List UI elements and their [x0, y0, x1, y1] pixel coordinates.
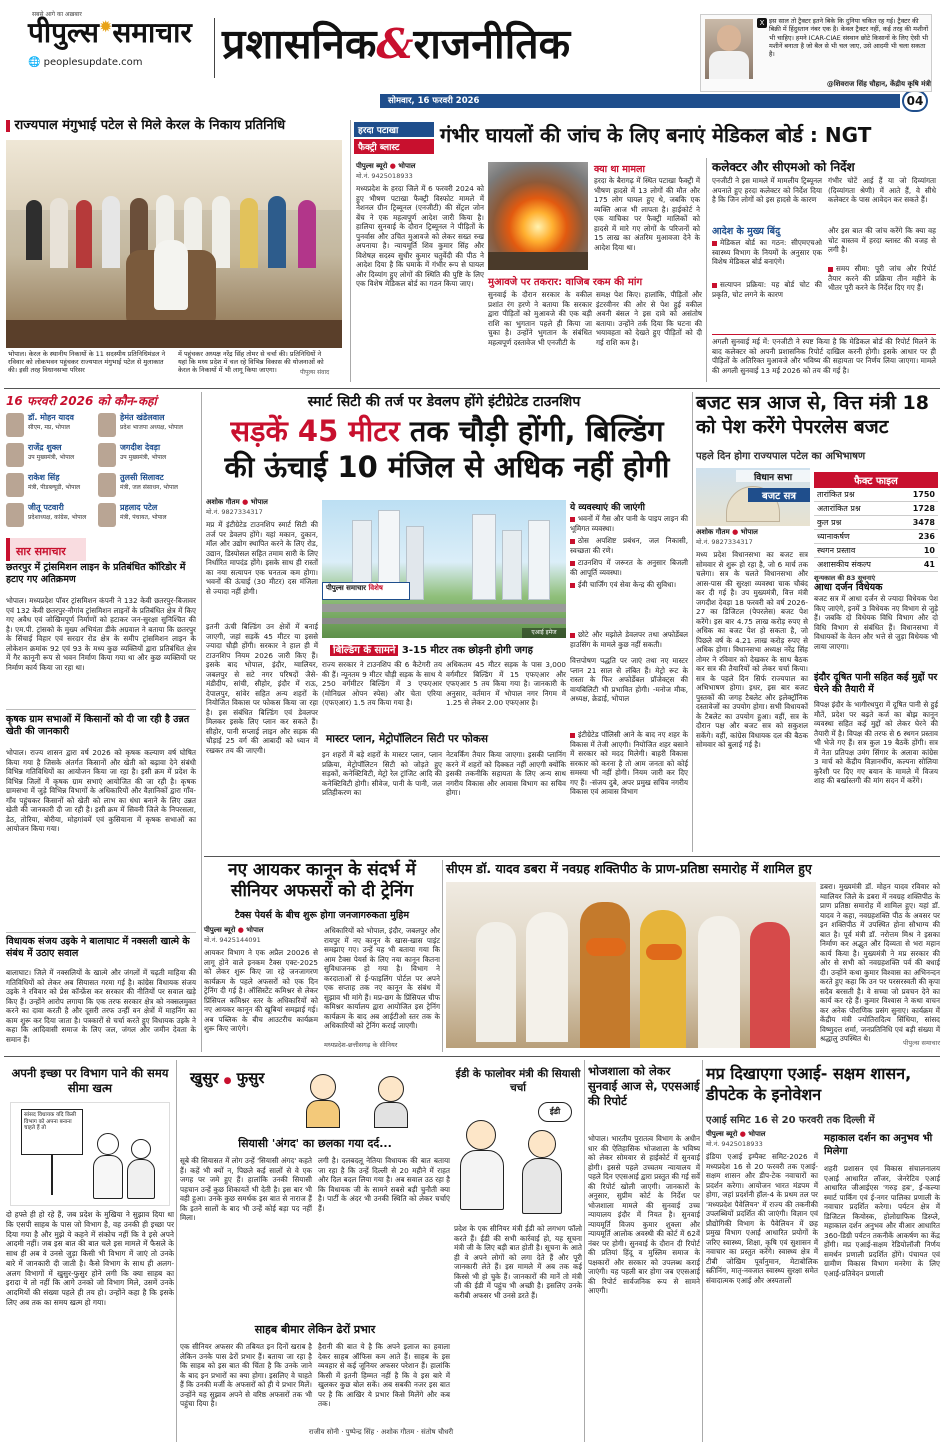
- quote-text: इस साल तो ट्रैक्टर इतने बिके कि दुनिया चकित रह गई। ट्रैक्टर की बिक्री में हिंदुस्तान नंबर एक है। केवल ट्रैक्टर नहीं, कई तरह की मशीनों भी चाहिए। हमने ICAR-CIAE संस्थान छोटे किसानों के लिए ऐसी भी मशीनें बनाता है जो बैल से भी चल जाए, उसे आदमी भी चला सकता है।: [769, 17, 929, 59]
- khusur-cartoon: [300, 1064, 420, 1130]
- smart-body-2: इतनी ऊंची बिल्डिंग उन क्षेत्रों में बनाई जाएगी, जहां सड़कें 45 मीटर या इससे ज्यादा चौड़ी होंगी। सरकार ने हाल ही में टाउनशिप नियम 2026 जारी किए हैं। इसके बाद भोपाल, इंदौर, ग्वालियर, जबलपुर से सटे नगर परिषदों जैसे- मंडीदीप, सांची, सीहोर, इंदौर में राऊ, देपालपुर, सांवेर सहित अन्य शहरों के नियोजित विकास पर फोकस किया जा रहा है। इस संबंधित बिल्डिंग एवं डेवलपर मिलकर इसके लिए प्लान कर सकते हैं। सीहोर, पानी सप्लाई लाइन और सड़क की चौड़ाई 25 वर्ग की आबादी को ध्यान में रखकर तय की जाएगी।: [206, 622, 318, 755]
- kya-tha-body: हरदा के बैरागढ़ में स्थित पटाखा फैक्ट्री में भीषण हादसे में 13 लोगों की मौत और 175 लोग घायल हुए थे, जबकि एक व्यक्ति आज भी लापता है। हाईकोर्ट ने एक याचिका पर फैक्ट्री मालिकों को हादसे में मारे गए लोगों के परिजनों को 15 लाख का अंतरिम मुआवजा देने के आदेश दिया था।: [594, 176, 700, 252]
- kaun-kahan-title: 16 फरवरी 2026 को कौन-कहां: [6, 394, 157, 408]
- avatar: [98, 443, 116, 467]
- khusur-body-1: सूबे की सियासत में लोग उन्हें 'सियासी अंगद' कहते हैं। कहें भी क्यों न, पिछले कई सालों से वे एक जगह पर जमे हुए हैं। हालांकि उनकी सियासी पहचान उन्हें कुछ शिकायतें भी देती है। इस बार भी वही हुआ। उनके कुछ समर्थक इस बात से नाराज हैं कि इतने सालों के बाद भी उन्हें कोई बड़ा पद नहीं मिला।: [180, 1156, 312, 1222]
- ngt-body-1: मध्यप्रदेश के हरदा जिले में 6 फरवरी 2024 को हुए भीषण पटाखा फैक्ट्री विस्फोट मामले में नेशनल ग्रीन ट्रिब्यूनल (एनजीटी) की सेंट्रल जोन बेंच ने एक महत्वपूर्ण आदेश जारी किया है। हालिया सुनवाई के दौरान ट्रिब्यूनल ने पीड़ितों के पुनर्वास और उचित मुआवजे को लेकर सख्त रुख अपनाया है। न्यायमूर्ति शिव कुमार सिंह और विशेषज्ञ सदस्य सुधीर कुमार चतुर्वेदी की पीठ ने आदेश दिया है कि घमाके में गंभीर रूप से घायल और दिव्यांग हुए लोगों की स्थिति की पुष्टि के लिए एक विशेष मेडिकल बोर्ड का गठन किया जाए।: [356, 184, 484, 288]
- globe-icon: 🌐: [28, 56, 41, 68]
- saar-title: सार समाचार: [6, 538, 86, 561]
- saar-h2: कृषक ग्राम सभाओं में किसानों को दी जा रही है उन्नत खेती की जानकारी: [6, 714, 190, 737]
- ai-story: [706, 1060, 940, 1442]
- collector-body-3: और इस बात की जांच करेंगे कि क्या वह चोट वास्तव में हरदा ब्लास्ट की वजह से लगी है।: [828, 226, 936, 254]
- brand-tagline: सबसे आगे का अख़बार: [32, 11, 82, 18]
- kaun-kahan-grid: [6, 412, 186, 530]
- person-card: जीतू पटवारी प्रदेशाध्यक्ष, कांग्रेस, भोपाल: [6, 502, 94, 530]
- aadesh-point-1: मेडिकल बोर्ड का गठन: सीएमएचओ स्वास्थ्य विभाग के नियमों के अनुसार एक विशेष मेडिकल बोर्ड बनाएंगे।: [712, 238, 822, 266]
- bhojshala-body: भोपाल। भारतीय पुरातत्व विभाग के अधीन धार की ऐतिहासिक भोजशाला के भविष्य को लेकर सोमवार से हाईकोर्ट में सुनवाई होगी। इससे पहले उच्चतम न्यायालय में पहले दिन एएसआई द्वारा प्रस्तुत की गई सर्वे की रिपोर्ट खोली जाएगी। जानकारों के अनुसार, सुप्रीम कोर्ट के निर्देश पर भोजशाला मामले की सुनवाई उच्च न्यायालय इंदौर में नियत है। सुनवाई न्यायमूर्ति विजय कुमार शुक्ला और न्यायमूर्ति आलोक अवस्थी की कोर्ट में 62वें नंबर पर होगी। सुनवाई के दौरान दी रिपोर्ट की प्रतियां हिंदू व मुस्लिम समाज के पक्षकारों और सरकार को उपलब्ध कराई जाएंगी। यह पहली बार होगा जब एएसआई की रिपोर्ट सार्वजनिक रूप से सामने आएगी।: [588, 1134, 700, 1295]
- township-label: पीपुल्स समाचार विशेष: [322, 582, 410, 600]
- avatar: [6, 503, 24, 527]
- ngt-story: [354, 118, 938, 386]
- table-row: अतारांकित प्रश्न 1728: [814, 502, 938, 516]
- vidhansabha-label: विधान सभा: [736, 470, 810, 482]
- aaykar-byline: पीपुल्स ब्यूरो ● भोपाल मो.नं. 9425144091: [204, 926, 264, 944]
- table-row: ध्यानाकर्षण 236: [814, 530, 938, 544]
- budget-subhead: पहले दिन होगा राज्यपाल पटेल का अभिभाषण: [696, 451, 866, 462]
- quote-author: @शिवराज सिंह चौहान, केंद्रीय कृषि मंत्री: [826, 80, 931, 88]
- muavze-body-2: समक्ष पेश किए। हालांकि, पीड़ितों और इंटरवीनर की ओर से पेश हुई वकील अवनी बंसल ने इस दावे को असंतोष बताया। उन्होंने तर्क दिया कि घटना की भयावहता को देखते हुए पीड़ितों को दी गई राशि कम है।: [596, 290, 702, 347]
- ngt-phone: मो.नं. 9425018933: [356, 172, 413, 180]
- smart-headline-1: सड़कें 45 मीटर तक चौड़ी होंगी, बिल्डिंग: [230, 414, 664, 448]
- saar-h3-box: [6, 932, 198, 1052]
- table-row: अशासकीय संकल्प 41: [814, 558, 938, 572]
- page-number: 04: [902, 90, 928, 112]
- avatar: [98, 503, 116, 527]
- avatar: [98, 413, 116, 437]
- section-title: [222, 20, 692, 80]
- vidhansabha-image: [696, 468, 810, 526]
- list-item: टाउनशिप में जरूरत के अनुसार बिजली की आपूर्ति व्यवस्था।: [570, 558, 688, 577]
- table-row: तारांकित प्रश्न 1750: [814, 488, 938, 502]
- smart-city-story: [204, 392, 690, 852]
- cm-photo: [446, 882, 816, 1048]
- indore-body: विपक्ष इंदौर के भागीरथपुरा में दूषित पानी से हुई मौतें, प्रदेश पर बढ़ते कर्ज का बोझ कानून व्यवस्था सहित कई मुद्दों को लेकर घेरने की तैयारी में है। विपक्ष की तरफ से 6 स्थगन प्रस्ताव भी भेजे गए हैं। सत्र कुल 19 बैठकें होंगी। सत्र में नेता प्रतिपक्ष उमंग सिंगार के अलावा कांग्रेस 3 मार्च को केंद्रीय विज्ञानर्थीय, कल्पना सोलिया कुरैशी पर दिए गए बयान के मामले में विजय शाह की बर्खास्तगी की मांग सदन में करेंगे।: [814, 700, 938, 785]
- ed-cartoon: [458, 1100, 578, 1220]
- ngt-byline: पीपुल्स ब्यूरो ● भोपाल मो.नं. 9425018933: [356, 162, 486, 184]
- cartoon-headline: अपनी इच्छा पर विभाग पाने की समय सीमा खत्म: [11, 1066, 169, 1095]
- ed-bubble: ईडी: [538, 1102, 572, 1122]
- aaykar-body-1: आयकर विभाग ने एक अप्रैल 20026 से लागू होने वाले इनकम टैक्स एक्ट-2025 को लेकर शुरू किए जा रहे जनजागरण कार्यक्रम के पहले अफसरों को एक दिन ट्रेनिंग दी गई है। ऑसिस्टेंट कमिश्नर से लेकर प्रिंसिपल कमिश्नर स्तर के अधिकारियों को नए आयकर कानून की खूबियां समझाई गई। अब पब्लिक के बीच आउटरीच कार्यक्रम शुरू किए जाएंगे।: [204, 948, 318, 1033]
- collector-body-1: एनजीटी ने इस मामले में मामलीय ट्रिब्यूनल अपनाते हुए हरदा कलेक्टर को निर्देश दिया है कि जिन लोगों को इस हादसे के कारण: [712, 176, 822, 204]
- budget-satra-label: बजट सत्र: [748, 488, 810, 502]
- table-row: कुल प्रश्न 3478: [814, 516, 938, 530]
- ai-body: इंडिया एआई इम्पैक्ट समिट-2026 में मध्यप्रदेश 16 से 20 फरवरी तक एआई-सक्षम शासन और डीप-टेक नवाचारों का प्रदर्शन करेगा। आयोजन भारत मंडपम में होगा, जहां प्रदर्शनी हॉल-4 के प्रथम तल पर 'मध्यप्रदेश पैवेलियन' में राज्य की तकनीकी उपलब्धियों प्रदर्शित की जाएंगी। विज्ञान एवं प्रौद्योगिकी विभाग के पैवेलियन में छह प्रमुख विभाग एआई आधारित प्रयोगों के जरिए स्वास्थ्य, शिक्षा, कृषि एवं सुशासन में नवाचार का प्रस्तुत करेंगे। स्वास्थ्य क्षेत्र में टीबी जोखिम पूर्वानुमान, मेटाबोलिक स्क्रीनिंग, मातृ-नवजात स्वास्थ्य सुरक्षा समेत संवादात्मक एआई और अस्पतालों: [706, 1152, 818, 1285]
- khusur-fusur: [180, 1060, 582, 1442]
- khusur-dot-icon: ●: [223, 1076, 232, 1086]
- smart-right-3: इंटीग्रेटेड पॉलिसी आने के बाद नए शहर के विकास में तेजी आएगी। नियोजित शहर बसाने में सरकार को मदद मिलेगी। बाहरी विकास सरकार को करना है तो आम जनता को कोई समस्या भी नहीं होगी। नियम जारी कर दिए गए हैं। -संजय दुबे, अपर प्रमुख सचिव नगरीय विकास एवं आवास विभाग: [570, 730, 688, 796]
- avatar: [6, 443, 24, 467]
- kya-tha-sub: क्या था मामला: [594, 164, 645, 175]
- cartoon-body: दो हफ्ते ही हो रहे हैं, जब प्रदेश के मुखिया ने सुझाव दिया था कि एसपी साहब के पास जो विभाग है, वह उनकी ही इच्छा पर दिया गया है और मुझे ये कहने में संकोच नहीं कि वे इसे अपने आदमी नहीं। जब इस बात की बात चले इस मामले में फैसले के साथ ही अब वे उनसे जुड़ा किसी भी विभाग में जाएं तो उनके बारे में जानकारी दी जाती है। कैसे विभाग के साथ ही अलग-अलग विभागों में खुसुर-फुसुर होने लगी कि क्या साहब का इरादा ये तो नहीं कि आगे उनको जो विभाग मिले, उसमें उनके आदमियों की संख्या पहले ही तय हो। उन्होंने कहा है कि इसके लिए अब तक का समय खत्म हो गया।: [6, 1210, 174, 1307]
- khusur-credits: राजीव सोनी · पुष्पेन्द्र सिंह · अशोक गौतम · संतोष चौधरी: [308, 1428, 454, 1436]
- kerala-photo: [6, 140, 342, 348]
- smart-right-2: वित्तपोषण पद्धति पर जाएं तथा नए मास्टर प्लान 21 साल से लंबित हैं। मेट्रो रूट के रास्ता के फिर अफोर्डेबल प्रॉजेक्ट्स की वायबिलिटी भी प्रभावित होगी। -मनोज मीक, अध्यक्ष, क्रेडाई, भोपाल: [570, 656, 688, 703]
- smart-body-3: राज्य सरकार ने टाउनशिप की 6 कैटेगरी तय की हैं। न्यूनतम 9 मीटर चौड़ी सड़क के साथ ये 250 वर्गमीटर बिल्डिंग में 3 एफएआर (मोनिग्रल ओपन स्पेस) और चेता एरिया (एफएआर) 1.5 तय किया गया है।: [322, 660, 442, 707]
- mahakal-sub: महाकाल दर्शन का अनुभव भी मिलेगा: [824, 1133, 933, 1157]
- township-banner: बिल्डिंग के सामने 3-15 मीटर तक छोड़नी होगी जगह: [330, 642, 566, 656]
- smart-byline: अशोक गौतम ● भोपाल मो.नं. 9827334317: [206, 498, 268, 516]
- saheb-sub: साहब बीमार लेकिन ढेरों प्रभार: [254, 1323, 376, 1336]
- saar-b1: भोपाल। मध्यप्रदेश पॉवर ट्रांसमिशन कंपनी ने 132 केवी छतरपुर-बिजावर एवं 132 केवी छतरपुर-नौगांव ट्रांसमिशन लाइनों के प्रतिबंधित क्षेत्र में किए गए अवैध एवं जोखिमपूर्ण निर्माणों को हटाकर जन-सुरक्षा सुनिश्चित की है। एम.पी. ट्रांसको के मुख्य अभियंता डीके अग्रवाल ने बताया कि छतरपुर के सिंचाई विहार एवं सरदार रोड क्षेत्र के समीप ट्रांसमिशन लाइन के लोकेशन क्रमांक 92 एवं 93 के मध्य कुछ व्यक्तियों द्वारा प्रतिबंधित क्षेत्र में गैर कानूनी रूप से भवन निर्माण किया गया था और कुछ व्यक्तियों पर निर्माण कार्य किया जा रहा था।: [6, 596, 196, 672]
- cm-body: डबरा। मुख्यमंत्री डॉ. मोहन यादव रविवार को ग्वालियर जिले के डबरा में नवग्रह शक्तिपीठ के प्राण प्रतिष्ठा समारोह में शामिल हुए। यहां डॉ. यादव ने कहा, नवग्रहशक्ति पीठ के अवसर पर इन शक्तिपीठ में उपस्थित होना सौभाग्य की बात है। पूर्व मंत्री डॉ. नरोत्तम मिश्र ने इसका निर्माण कर अद्भुत और दिव्यता से भरा महान कार्य किया है। मुख्यमंत्री ने मप्र सरकार की ओर से सभी को नवग्रहशक्ति पर्व की बधाई दी। उन्होंने कथा कुमार विश्वास का अभिनन्दन करते हुए कहा कि उन पर परसरस्वती की कृपा सदैव बरसती है। वे सच्चा जो प्रवचन देने का कार्य कर रहे हैं। कुमार विश्वास ने कथा वाचन कर अनेक पौराणिक प्रसंग सुनाए। कार्यक्रम में केंद्रीय मंत्री ज्योतिरादित्य सिंधिया, सांसद विष्णुदत्त शर्मा, जनप्रतिनिधि एवं बड़ी संख्या में श्रद्धालु उपस्थित थे।: [820, 882, 940, 1043]
- khusur-lead: सियासी 'अंगद' का छलका गया दर्द...: [238, 1137, 392, 1150]
- budget-story: [696, 392, 940, 852]
- person-card: डॉ. मोहन यादव सीएम, मप्र, भोपाल: [6, 412, 94, 440]
- date-text: सोमवार, 16 फरवरी 2026: [388, 96, 480, 106]
- kerala-story: [6, 118, 348, 380]
- smart-right-1: छोटे और मझोले डेवलपर तथा अफोर्डेबल हाउसिंग के मामले कुछ नहीं सकती।: [570, 630, 688, 649]
- khusur-body-4: हैरानी की बात ये है कि अपने इलाज का हवाला देकर साहब ऑफिस कम आते हैं। साहब के इस व्यवहार से कई जूनियर अफसर परेशान हैं। हालांकि किसी में इतनी हिम्मत नहीं है कि वे इस बारे में खुलकर कुछ बोल सकें। अब सबकी नजर इस बात पर है कि आखिर ये प्रभार किसे मिलेंगे और कब तक।: [318, 1342, 450, 1408]
- blast-photo: [488, 162, 588, 270]
- aadha-sub: आधा दर्जन विधेयक: [814, 582, 883, 593]
- ngt-kicker: [354, 122, 434, 156]
- fact-table: [814, 488, 938, 572]
- section-title-1: प्रशासनिक: [222, 20, 377, 68]
- ai-byline: पीपुल्स ब्यूरो ● भोपाल मो.नं. 9425018933: [706, 1130, 766, 1148]
- person-card: हेमंत खंडेलवाल प्रदेश भाजपा अध्यक्ष, भोपाल: [98, 412, 186, 440]
- avatar: [6, 473, 24, 497]
- fact-file-title: फैक्ट फाइल: [814, 472, 938, 488]
- saar-b3: बालाघाट। जिले में नक्सलियों के खात्मे और जंगलों में चढ़ती माहिया की गतिविधियों को लेकर अब सियासत गरमा गई है। कांग्रेस विधायक संजय उइके ने रविवार को प्रेस कॉन्फ्रेंस कर सरकार की नीतियों पर सवाल खड़े किए हैं। उन्होंने आरोप लगाया कि एक तरफ सरकार क्षेत्र को नक्सलमुक्त करने का दावा करती है और दूसरी तरफ उन्हीं वन क्षेत्रों में माहनिंग का काम शुरू कर दिया जाता है। पत्रकारों से चर्चा करते हुए विधायक उइके ने कहा कि आदिवासी समाज के लिए जल, जंगल और जमीन देवता के समान हैं।: [6, 968, 196, 1044]
- avatar: [6, 413, 24, 437]
- ed-headline: ईडी के फालोवर मंत्री की सियासी चर्चा: [455, 1068, 581, 1094]
- muavze-body-1: सुनवाई के दौरान सरकार के वकील प्रशांत रंग हरणे ने बताया कि सरकार द्वारा पीड़ितों को मुआवजे की एक बड़ी राशि का भुगतान पहले ही किया जा चुका है। उन्होंने भुगतान के संबंधित महत्वपूर्ण दस्तावेज भी एनजीटी के: [488, 290, 592, 347]
- bhojshala-headline: भोजशाला को लेकर सुनवाई आज से, एएसआई की रिपोर्ट: [588, 1064, 700, 1108]
- township-credit: एआई इमेज: [522, 628, 566, 638]
- person-card: तुलसी सिलावट मंत्री, जल संसाधन, भोपाल: [98, 472, 186, 500]
- ai-subhead: एआई समिट 16 से 20 फरवरी तक दिल्ली में: [706, 1115, 875, 1126]
- smart-body-1: मप्र में इंटीग्रेटेड टाउनशिप स्मार्ट सिटी की तर्ज पर डेवलप होंगे। यहां मकान, दुकान, मॉल और उद्योग स्थापित करने के लिए रोड, उद्यान, डिस्पोसल सहित तमाम सारी के लिए निर्धारित मापदंड होंगे। इसके साथ ही रास्तों का नया सत्यापन एक घनतत्व कम होगा। भवनों की ऊंचाई (30 मीटर) दस मंजिला से ज्यादा नहीं होगी।: [206, 520, 318, 596]
- smart-headline-2: की ऊंचाई 10 मंजिल से अधिक नहीं होगी: [224, 450, 670, 484]
- collector-body-2: गंभीर चोटें आई हैं या जो दिव्यांगता (दिव्यांगता श्रेणी) में आते हैं, वे सीधे कलेक्टर के पास आवेदन कर सकते हैं।: [828, 176, 936, 204]
- list-item: भवनों में गैस और पानी के पाइप लाइन की भूमिगत व्यवस्था।: [570, 514, 688, 533]
- budget-byline: अशोक गौतम ● भोपाल मो.नं. 9827334317: [696, 528, 758, 546]
- ngt-headline: गंभीर घायलों की जांच के लिए बनाएं मेडिकल बोर्ड : NGT: [440, 123, 872, 147]
- person-card: राजेंद्र शुक्ल उप मुख्यमंत्री, भोपाल: [6, 442, 94, 470]
- smart-kicker: स्मार्ट सिटी की तर्ज पर डेवलप होंगे इंटीग्रेटेड टाउनशिप: [307, 394, 581, 410]
- quote-box: [700, 14, 932, 92]
- aaykar-headline: नए आयकर कानून के संदर्भ में सीनियर अफसरों को दी ट्रेनिंग: [228, 860, 416, 902]
- saar-h3: विधायक संजय उइके ने बालाघाट में नक्सली खात्मे के संबंध में उठाए सवाल: [6, 936, 190, 959]
- fact-file: [814, 472, 938, 582]
- x-logo-icon: X: [757, 18, 767, 28]
- website-link[interactable]: peoplesupdate.com: [43, 56, 143, 68]
- kerala-caption-right: में पहुंचकर अध्यक्ष नरेंद्र सिंह तोमर से चर्चा की। प्रतिनिधियों ने यहां कि मध्य प्रदेश में चल रहे विभिन्न विकास की योजनाओं को केरल के निकायों में भी लागू किया जाएगा।: [178, 350, 324, 375]
- smart-body-4: अधिकतम 45 मीटर सड़क के पास 3,000 वर्गमीटर बिल्डिंग में 15 एफएआर और एफएआर 5 तय किया गया है। जानकारी के अनुसार, वर्तमान में भोपाल नगर निगम में 1.25 से लेकर 2.00 एफएआर है।: [446, 660, 566, 707]
- aadesh-point-2: सत्यापन प्रक्रिया: यह बोर्ड चोट की प्रकृति, चोट लगने के कारण: [712, 280, 822, 299]
- kerala-headline: राज्यपाल मंगुभाई पटेल से मिले केरल के निकाय प्रतिनिधि: [6, 118, 348, 134]
- avatar: [98, 473, 116, 497]
- collector-headline: कलेक्टर और सीएमओ को निर्देश: [712, 160, 855, 174]
- aaykar-body-2: अधिकारियों को भोपाल, इंदौर, जबलपुर और रायपुर में नए कानून के खास-खास पाइंट समझाए गए। उन्हें यह भी बताया गया कि आम टैक्स पेयर्स के लिए नया कानून कितना सुविधाजनक हो गया है। विभाग ने करदाताओं से ई-फाइलिंग पोर्टल पर अपने एक सप्ताह तक नए कानून के संबंध में सुझाव भी मांगे हैं। मप्र-छग के प्रिंसिपल चीफ कमिश्नर कार्यालय द्वारा आयोजित इस ट्रेनिंग कार्यक्रम के बाद अब आईटीओ स्तर तक के अधिकारियों को ट्रेनिंग कराई जाएगी।: [324, 926, 440, 1030]
- saar-b2: भोपाल। राज्य शासन द्वारा वर्ष 2026 को कृषक कल्याण वर्ष घोषित किया गया है जिसके अंतर्गत किसानों और खेती को बढ़ावा देने संबंधी विभिन्न गतिविधियों का आयोजन किया जा रहा है। इसी क्रम में प्रदेश के विभिन्न जिलों में कृषक ग्राम सभाएं आयोजित की जा रही है। कृषक ग्रामसभा में जुड़े विभिन्न विभागों के अधिकारियों और वैज्ञानिकों द्वारा गाँव-गाँव पहुंचकर किसानों को खेती को लाभ का धंधा बनाने के लिए उन्नत खेती की जानकारी दी जा रही है। इसी क्रम में सिवनी जिले के निपरसला, डेठ, तोरिया, बोरीया, मोहगांवमें एवं कुसियाना में कृषक सभाओं का आयोजन किया गया।: [6, 748, 196, 833]
- collector-footer: अगली सुनवाई मई में: एनजीटी ने स्पष्ट किया है कि मेडिकल बोर्ड की रिपोर्ट मिलने के बाद कलेक्टर को अपनी प्रशासनिक रिपोर्ट दाखिल करनी होगी। इसके आधार पर ही पीड़ितों के अतिरिक्त मुआवजे और भविष्य की सहायता पर निर्णय लिया जाएगा। मामले की अगली सुनवाई 13 मई 2026 को तय की गई है।: [712, 334, 936, 384]
- budget-body: मध्य प्रदेश विधानसभा का बजट सत्र सोमवार से शुरू हो रहा है, जो 6 मार्च तक चलेगा। सत्र के चलते विधानसभा और आस-पास की सुरक्षा व्यवस्था चाक चौबंद कर दी गई है। उप मुख्यमंत्री, वित्त मंत्री जगदीश देवड़ा 18 फरवरी को वर्ष 2026-27 का डिजिटल (पेपरलेस) बजट पेश करेंगे। इस बार 4.75 लाख करोड़ रुपए से अधिक का बजट पेश हो सकता है, जो पिछले वर्ष के 4.21 लाख करोड़ रुपए से अधिक होगा। विधानसभा अध्यक्ष नरेंद्र सिंह तोमर ने रविवार को देखकर के साथ बैठक कर सत्र की तैयारियों को लेकर चर्चा किया। सत्र के पहले दिन सिर्फ राज्यपाल का अभिभाषण होगा। इधर, इस बार बजट पुस्तकों की जगह टैबलेट और इलेक्ट्रॉनिक दस्तावेजों का उपयोग होगा। सभी विधायकों के टैबलेट का उपयोग हुआ। वहीं, सत्र के दौरान पक्ष और बजट सत्र को सकुशल सकेंगे। वहीं, कांग्रेस विधायक दल की बैठक सोमवार को बुलाई गई है।: [696, 550, 808, 749]
- cm-credit: पीपुल्स समाचार: [903, 1039, 940, 1047]
- list-item: ईवी चार्जिंग एवं सेवा केन्द्र की सुविधा।: [570, 580, 688, 590]
- cm-story: [446, 860, 940, 1052]
- table-row: स्थगन प्रस्ताव 10: [814, 544, 938, 558]
- cartoon-sign: सांसद विधायक यदि किसी विभाग को अपना बनाना चाहते हैं तो: [21, 1109, 83, 1155]
- brand-star-icon: ✹: [98, 17, 113, 36]
- mahakal-body: शहरी प्रशासन एवं विकास संचालनालय एआई आधारित लॉजर, जेनरेटिव एआई आधारित जीआईएस 'गरुड़ हब', ई-कल्या स्मार्ट पार्किंग एवं ई-नगर पालिका प्रणाली के नवाचार प्रदर्शित करेगा। पर्यटन क्षेत्र में डिजिटल कियोस्क, होलोग्राफिक डिस्प्ले, महाकाल दर्शन अनुभव और वीआर आधारित 360-डिग्री पर्यटन तकनीकें आकर्षण का केंद्र होंगी। मप्र एआई-सक्षम रेडियोलॉजी निर्णय समर्थन प्रणाली प्रदर्शित होंगे। पंचायत एवं ग्रामीण विकास विभाग मनरेगा के लिए एआई-प्रतिवेदन प्रणाली: [824, 1164, 940, 1278]
- ngt-kicker-1: हरदा पटाखा: [354, 122, 434, 137]
- masthead: [0, 0, 945, 118]
- person-card: प्रहलाद पटेल मंत्री, पंचायत, भोपाल: [98, 502, 186, 530]
- saar-samachar: [6, 538, 198, 930]
- fact-note: शून्यकाल की 83 सूचनाएं: [814, 574, 876, 582]
- person-card: जगदीश देवड़ा उप मुख्यमंत्री, भोपाल: [98, 442, 186, 470]
- khusur-body-2: लगी है। दलबदलू नेतिया विधायक की बात बताया जा रहा है कि उन्हें दिल्ली से 20 महीने में राहत और दिल बदल लिया गया है। अब सवाल उठ रहा है कि विधायक जी के सामने सबसे बड़ी चुनौती क्या है। पार्टी के अंदर भी उनकी स्थिति को लेकर चर्चाएं हैं।: [318, 1156, 450, 1213]
- person-card: राकेश सिंह मंत्री, पीडब्ल्यूडी, भोपाल: [6, 472, 94, 500]
- khusur-title: खुसुर ● फुसुर: [190, 1069, 265, 1087]
- section-amp: &: [376, 20, 414, 68]
- ngt-kicker-2: फैक्ट्री ब्लास्ट: [354, 139, 434, 154]
- headline-marker: [6, 120, 10, 132]
- kerala-credit: पीपुल्स संवाद: [300, 369, 330, 376]
- cm-headline: सीएम डॉ. यादव डबरा में नवग्रह शक्तिपीठ के प्राण-प्रतिष्ठा समारोह में शामिल हुए: [446, 861, 812, 876]
- brand-logo: [28, 10, 218, 90]
- khusur-body-3: एक सीनियर अफसर की तबियत इन दिनों खराब है लेकिन उनके पास ढेरों प्रभार हैं। बताया जा रहा है कि साहब को इस बात की चिंता है कि उनके जाने के बाद इन प्रभारों का क्या होगा। इसलिए वे चाहते हैं कि उनकी मर्जी के अफसरों को ही ये प्रभार मिलें। उन्होंने यह सुझाव अपने से वरिष्ठ अफसरों तक भी पहुंचा दिया है।: [180, 1342, 312, 1408]
- quote-photo: [705, 19, 753, 79]
- brand-name-1: पीपुल्स: [28, 16, 99, 49]
- ed-body: प्रदेश के एक सीनियर मंत्री ईडी को लगभग फॉलो करते हैं। ईडी की सभी कार्रवाई हो, यह सूचना मंत्री जी के लिए बड़ी बात होती है। सूचना के आते ही वे अपने लोगों को लगा देते हैं और पूरी जानकारी लेते हैं। इस मामले में अब तक कई किस्से भी हो चुके हैं। जानकारों की मानें तो मंत्री जी की ईडी में पहुंच भी अच्छी है। इसलिए उनके करीबी अफसर भी उनसे डरते हैं।: [454, 1224, 582, 1300]
- budget-headline: बजट सत्र आज से, वित्त मंत्री 18 को पेश करेंगे पेपरलेस बजट: [696, 392, 929, 438]
- cartoon-column: [6, 1060, 174, 1442]
- cartoon-drawing: [10, 1102, 170, 1206]
- muavze-sub: मुआवजे पर तकरार: वाजिब रकम की मांग: [488, 277, 643, 288]
- saar-h1: छतरपुर में ट्रांसमिशन लाइन के प्रतिबंधित कॉरिडोर में हटाए गए अतिक्रमण: [6, 562, 186, 585]
- township-image: [322, 500, 566, 638]
- aaykar-subhead: टैक्स पेयर्स के बीच शुरू होगा जनजागरुकता मुहिम: [234, 910, 410, 921]
- master-sub: मास्टर प्लान, मेट्रोपॉलिटन सिटी पर फोकस: [326, 733, 489, 745]
- ai-headline: मप्र दिखाएगा एआई- सक्षम शासन, डीपटेक के इनोवेशन: [706, 1064, 912, 1104]
- aaykar-credit: मध्यप्रदेश-छत्तीसगढ़ के सीनियर: [324, 1041, 398, 1049]
- aadesh-sub: आदेश के मुख्य बिंदु: [712, 226, 781, 237]
- kaun-kahan: [6, 392, 186, 532]
- list-item: ठोस अपशिष्ट प्रबंधन, जल निकासी, स्वच्छता की रणे।: [570, 536, 688, 555]
- vyavastha-bullets: [570, 514, 688, 626]
- section-title-2: राजनीतिक: [413, 20, 571, 68]
- indore-sub: इंदौर दूषित पानी सहित कई मुद्दों पर घेरने की तैयारी में: [814, 672, 938, 695]
- master-body-1: इन शहरों में बड़े शहरों के मास्टर प्लान, प्लान प्रक्रिया, मेट्रोपॉलिटन सिटी को जोड़ते हुए सड़कों, कनेक्टिविटी, मेट्रो रेल ट्रांजिट आदि की कनेक्टिविटी होगी। सीवेज, पानी के पानी, जल प्रतिहीकरण का: [322, 750, 442, 797]
- aaykar-story: [204, 860, 440, 1052]
- master-body-2: नेटवर्किंग तैयार किया जाएगा। इसकी प्लानिंग करने में शहरों को दिक्कत नहीं आएगी क्योंकि इसकी तकनीकि सहायता के लिए अन्य साथ नगरीय विकास और आवास विभाग का सचिव होगा।: [446, 750, 566, 797]
- vyavastha-sub: ये व्यवस्थाएं की जाएंगी: [570, 503, 645, 513]
- samay-point: समय सीमा: पूरी जांच और रिपोर्ट तैयार करने की प्रक्रिया तीन महीने के भीतर पूरी करने के निर्देश दिए गए हैं।: [828, 264, 936, 292]
- aadha-body: बजट सत्र में आधा दर्जन से ज्यादा विधेयक पेश किए जाएंगे, इनमें 3 विधेयक नए विभाग से जुड़े हैं। जबकि दो विधेयक विधि विभाग और दो विधि विभाग से संबंधित हैं। विधानसभा में विधायकों के वेतन और भत्ते से जुड़ा विधेयक भी लाया जाएगा।: [814, 594, 938, 651]
- kerala-caption-left: भोपाल। केरल के स्थानीय निकायों के 11 सदस्यीय प्रतिनिधिमंडल ने रविवार को लोकभवन पहुंचकर राज्यपाल मंगुभाई पटेल से मुलाकात की। इसी तरह विधानसभा परिसर: [8, 350, 166, 375]
- bhojshala-story: [588, 1060, 700, 1442]
- brand-name-2: समाचार: [112, 16, 192, 49]
